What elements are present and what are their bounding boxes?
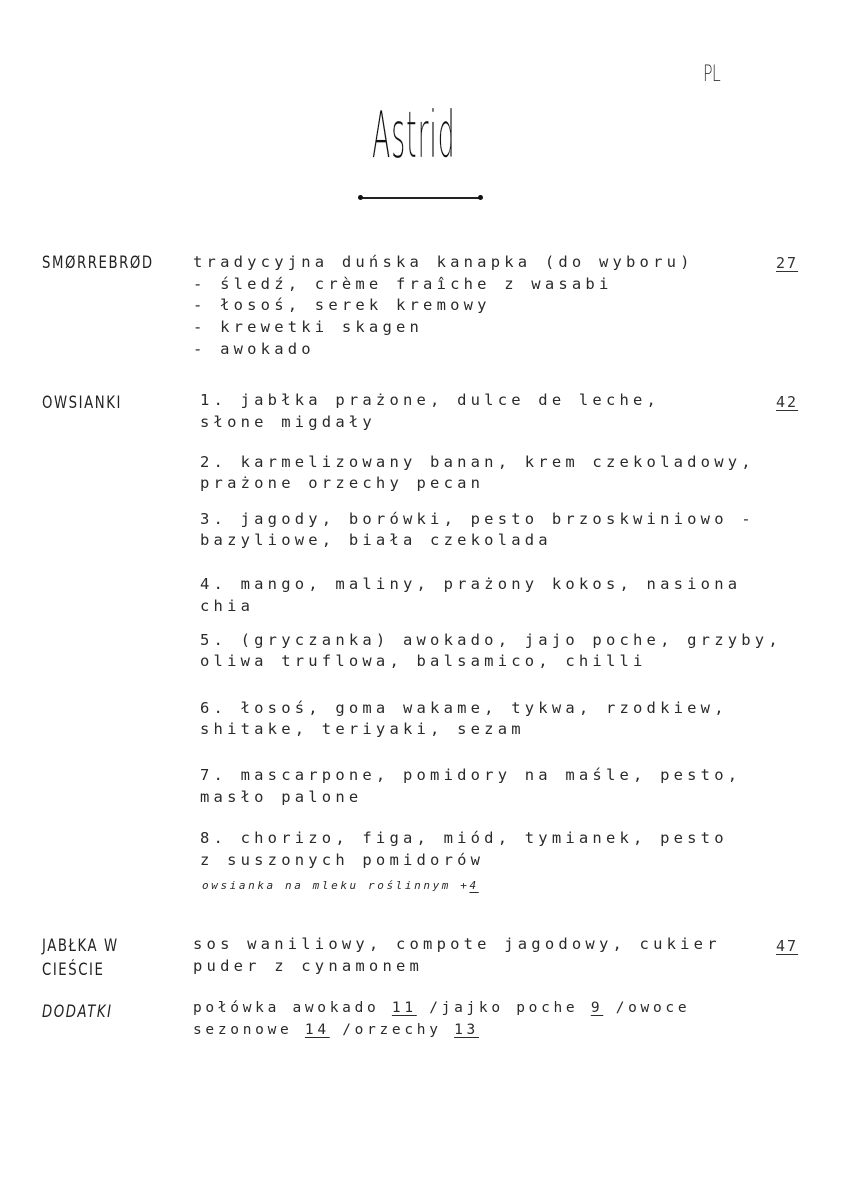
underline-dot-right-icon: [478, 195, 483, 200]
underline-dot-left-icon: [358, 195, 363, 200]
extra-price: 11: [391, 1000, 417, 1016]
price: 27: [776, 254, 799, 272]
item-description-line: sos waniliowy, compote jagodowy, cukier: [193, 935, 721, 953]
owsianka-item-2-line1: 2. karmelizowany banan, krem czekoladowy,: [200, 453, 755, 471]
owsianka-item-4-line2: chia: [200, 597, 255, 615]
category-label: SMØRREBRØD: [42, 253, 154, 273]
owsianka-item-2-line2: prażone orzechy pecan: [200, 474, 485, 492]
note-price: 4: [469, 879, 479, 892]
owsianka-item-8-line1: 8. chorizo, figa, miód, tymianek, pesto: [200, 829, 728, 847]
category-label-line2: CIEŚCIE: [42, 960, 105, 980]
extra-price: 14: [304, 1022, 330, 1038]
extra-name-part: sezonowe: [193, 1022, 293, 1038]
owsianka-item-1-line1: 1. jabłka prażone, dulce de leche,: [200, 391, 661, 409]
category-label: DODATKI: [42, 1002, 113, 1022]
option-line: - awokado: [193, 340, 315, 358]
extra-name: /orzechy: [342, 1022, 442, 1038]
owsianka-item-1-line2: słone migdały: [200, 413, 376, 431]
option-line: - krewetki skagen: [193, 318, 424, 336]
owsianka-item-8-line2: z suszonych pomidorów: [200, 851, 485, 869]
item-description-line: tradycyjna duńska kanapka (do wyboru): [193, 253, 694, 271]
option-line: - łosoś, serek kremowy: [193, 296, 491, 314]
category-label-line1: JABŁKA W: [42, 936, 119, 956]
owsianka-item-3-line1: 3. jagody, borówki, pesto brzoskwiniowo -: [200, 510, 755, 528]
owsianka-item-5-line1: 5. (gryczanka) awokado, jajo poche, grzyby,: [200, 631, 782, 649]
restaurant-title: Astrid: [372, 99, 456, 173]
owsianka-item-6-line1: 6. łosoś, goma wakame, tykwa, rzodkiew,: [200, 699, 728, 717]
extra-name: połówka awokado: [193, 1000, 380, 1016]
owsianka-item-4-line1: 4. mango, maliny, prażony kokos, nasiona: [200, 575, 742, 593]
price: 42: [776, 393, 799, 411]
owsianka-item-6-line2: shitake, teriyaki, sezam: [200, 720, 525, 738]
extra-name: /jajko poche: [429, 1000, 579, 1016]
extra-price: 13: [454, 1022, 479, 1038]
extras-line-1: [193, 998, 690, 1020]
language-indicator[interactable]: PL: [703, 62, 720, 87]
option-line: - śledź, crème fraîche z wasabi: [193, 275, 613, 293]
owsianka-item-3-line2: bazyliowe, biała czekolada: [200, 531, 552, 549]
category-label: OWSIANKI: [42, 393, 122, 413]
title-underline: [361, 197, 480, 199]
extra-name-part: /owoce: [615, 1000, 691, 1016]
plant-milk-note: [202, 879, 479, 892]
note-text: owsianka na mleku roślinnym +: [202, 879, 470, 892]
owsianka-item-5-line2: oliwa truflowa, balsamico, chilli: [200, 652, 647, 670]
owsianka-item-7-line2: masło palone: [200, 788, 363, 806]
extras-line-2: [193, 1020, 479, 1042]
item-description-line: puder z cynamonem: [193, 957, 424, 975]
extra-price: 9: [590, 1000, 604, 1016]
price: 47: [776, 937, 799, 955]
owsianka-item-7-line1: 7. mascarpone, pomidory na maśle, pesto,: [200, 766, 742, 784]
